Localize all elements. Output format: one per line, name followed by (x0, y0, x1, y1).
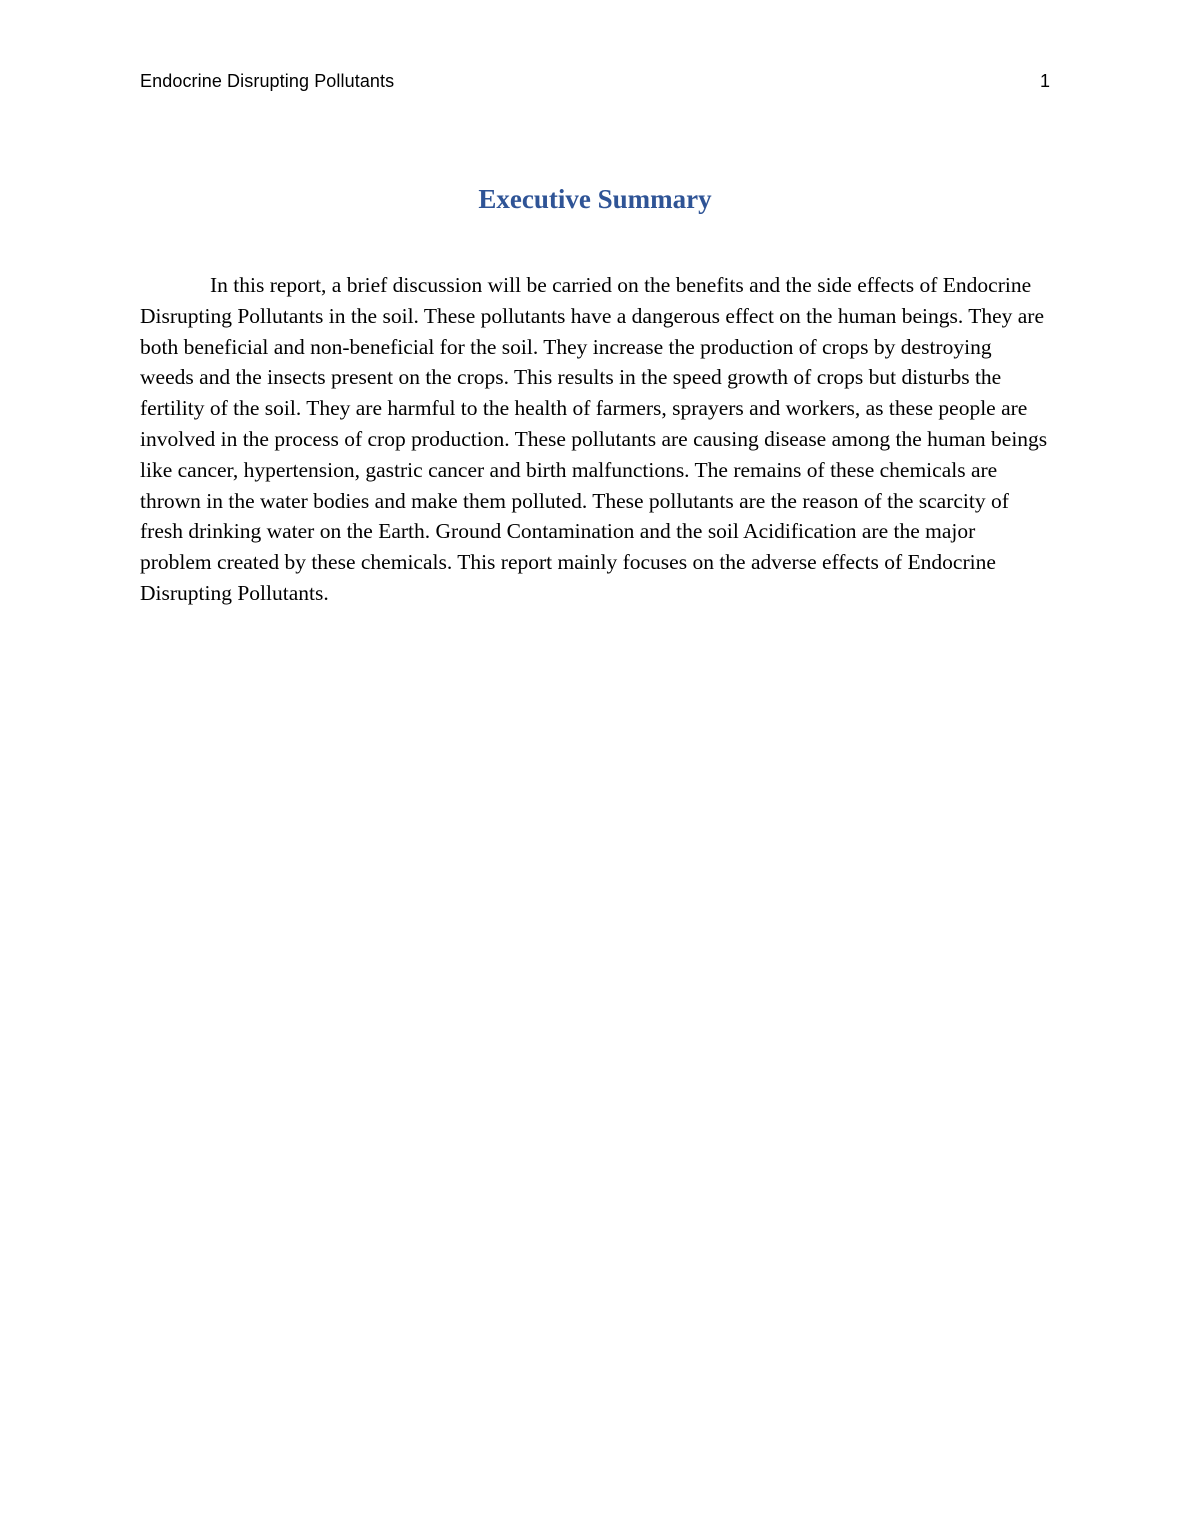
running-head: Endocrine Disrupting Pollutants (140, 71, 395, 91)
page-title: Executive Summary (478, 184, 712, 214)
page-number: 1 (1039, 71, 1050, 91)
summary-paragraph: In this report, a brief discussion will be carried on the benefits and the side effects of Endocrine Disrupting Pollutants in the soil. These pollutants have a dangerous effect on the human beings. They are both beneficial and non-beneficial for the soil. They increase the production of crops by destroying weeds and the insects present on the crops. This results in the speed growth of crops but disturbs the fertility of the soil. They are harmful to the health of farmers, sprayers and workers, as these people are involved in the process of crop production. These pollutants are causing disease among the human beings like cancer, hypertension, gastric cancer and birth malfunctions. The remains of these chemicals are thrown in the water bodies and make them polluted. These pollutants are the reason of the scarcity of fresh drinking water on the Earth. Ground Contamination and the soil Acidification are the major problem created by these chemicals. This report mainly focuses on the adverse effects of Endocrine Disrupting Pollutants. (140, 273, 1048, 605)
